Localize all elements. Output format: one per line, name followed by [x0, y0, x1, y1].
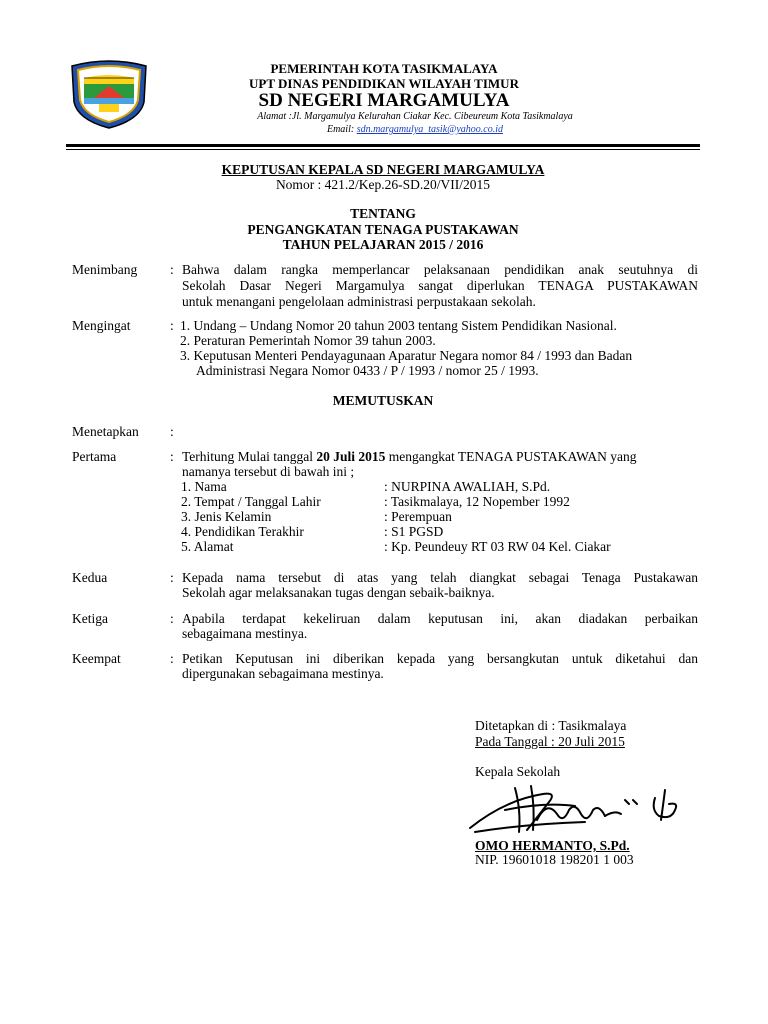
menimbang-label: Menimbang [72, 262, 138, 277]
sign-place: Ditetapkan di : Tasikmalaya [475, 718, 627, 733]
pertama-colon: : [170, 449, 174, 464]
mengingat-item-1: 1. Undang – Undang Nomor 20 tahun 2003 tentang Sistem Pendidikan Nasional. [180, 318, 617, 333]
handwritten-signature [465, 780, 710, 840]
kop-address: Alamat :Jl. Margamulya Kelurahan Ciakar Kec. Cibeureum Kota Tasikmalaya [257, 111, 573, 122]
menimbang-line2: Sekolah Dasar Negeri Margamulya sangat diperlukan TENAGA PUSTAKAWAN [182, 278, 698, 293]
menetapkan-colon: : [170, 424, 174, 439]
header-rule-thick [66, 144, 700, 147]
mengingat-label: Mengingat [72, 318, 131, 333]
school-logo [66, 58, 152, 130]
pertama-line1-date: 20 Juli 2015 [316, 449, 386, 464]
kop-agency: UPT DINAS PENDIDIKAN WILAYAH TIMUR [249, 76, 519, 91]
mengingat-item-3-cont: Administrasi Negara Nomor 0433 / P / 1993 / nomor 25 / 1993. [196, 363, 539, 378]
menimbang-line3: untuk menangani pengelolaan administrasi perpustakaan sekolah. [182, 294, 536, 309]
pertama-line2: namanya tersebut di bawah ini ; [182, 464, 355, 479]
kedua-colon: : [170, 570, 174, 585]
detail-key-education: 4. Pendidikan Terakhir [181, 524, 304, 539]
detail-key-gender: 3. Jenis Kelamin [181, 509, 272, 524]
pertama-line1-pre: Terhitung Mulai tanggal [182, 449, 317, 464]
keempat-line2: dipergunakan sebagaimana mestinya. [182, 666, 384, 681]
ketiga-label: Ketiga [72, 611, 108, 626]
keempat-label: Keempat [72, 651, 121, 666]
ketiga-colon: : [170, 611, 174, 626]
decree-year: TAHUN PELAJARAN 2015 / 2016 [282, 237, 484, 252]
keempat-line1: Petikan Keputusan ini diberikan kepada yang bersangkutan untuk diketahui dan [182, 651, 698, 666]
kop-school-name: SD NEGERI MARGAMULYA [258, 90, 510, 111]
decree-about: TENTANG [350, 206, 416, 221]
pertama-label: Pertama [72, 449, 117, 464]
mengingat-colon: : [170, 318, 174, 333]
kedua-line2: Sekolah agar melaksanakan tugas dengan sebaik-baiknya. [182, 585, 495, 600]
detail-key-address: 5. Alamat [181, 539, 234, 554]
detail-value-nama: : NURPINA AWALIAH, S.Pd. [384, 479, 551, 494]
sign-position: Kepala Sekolah [475, 764, 561, 779]
email-label: Email: [326, 124, 355, 135]
ketiga-line2: sebagaimana mestinya. [182, 626, 308, 641]
decree-subject: PENGANGKATAN TENAGA PUSTAKAWAN [247, 222, 519, 237]
detail-key-nama: 1. Nama [181, 479, 227, 494]
decree-number: Nomor : 421.2/Kep.26-SD.20/VII/2015 [275, 177, 491, 192]
kop-email-line [150, 124, 680, 135]
menimbang-colon: : [170, 262, 174, 277]
pertama-line1 [182, 449, 698, 465]
mengingat-item-3: 3. Keputusan Menteri Pendayagunaan Aparatur Negara nomor 84 / 1993 dan Badan [180, 348, 633, 363]
keempat-colon: : [170, 651, 174, 666]
detail-value-ttl: : Tasikmalaya, 12 Nopember 1992 [384, 494, 570, 509]
detail-value-education: : S1 PGSD [384, 524, 444, 539]
signer-name: OMO HERMANTO, S.Pd. [475, 838, 630, 853]
detail-key-ttl: 2. Tempat / Tanggal Lahir [181, 494, 321, 509]
detail-value-gender: : Perempuan [384, 509, 452, 524]
menimbang-line1: Bahwa dalam rangka memperlancar pelaksanaan pendidikan anak seutuhnya di [182, 262, 698, 277]
sign-date: Pada Tanggal : 20 Juli 2015 [475, 734, 625, 749]
detail-value-address: : Kp. Peundeuy RT 03 RW 04 Kel. Ciakar [384, 539, 611, 554]
email-link[interactable]: sdn.margamulya_tasik@yahoo.co.id [356, 124, 504, 135]
pertama-line1-post: mengangkat TENAGA PUSTAKAWAN yang [385, 449, 637, 464]
decree-title: KEPUTUSAN KEPALA SD NEGERI MARGAMULYA [221, 162, 545, 177]
kedua-line1: Kepada nama tersebut di atas yang telah diangkat sebagai Tenaga Pustakawan [182, 570, 698, 585]
kop-government: PEMERINTAH KOTA TASIKMALAYA [270, 61, 498, 76]
ketiga-line1: Apabila terdapat kekeliruan dalam keputusan ini, akan diadakan perbaikan [182, 611, 698, 626]
memutuskan-heading: MEMUTUSKAN [332, 393, 434, 408]
kedua-label: Kedua [72, 570, 108, 585]
mengingat-item-2: 2. Peraturan Pemerintah Nomor 39 tahun 2003. [180, 333, 436, 348]
menetapkan-label: Menetapkan [72, 424, 139, 439]
signer-nip: NIP. 19601018 198201 1 003 [475, 852, 634, 867]
header-rule-thin [66, 149, 700, 150]
